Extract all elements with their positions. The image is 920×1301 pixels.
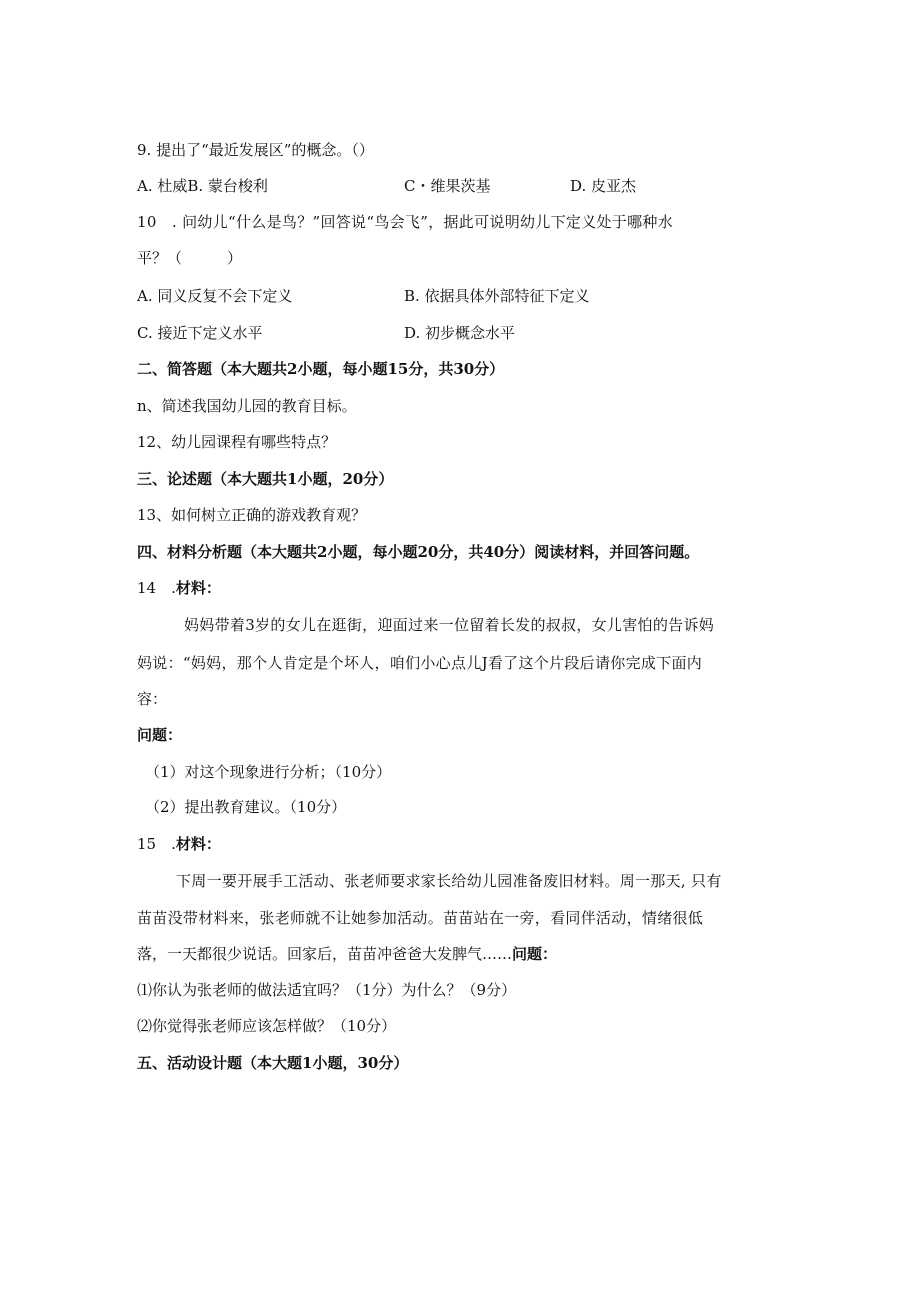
q14-sub-question-2: （2）提出教育建议。（10分）	[145, 798, 347, 816]
q15-material-line-2: 苗苗没带材料来，张老师就不让她参加活动。苗苗站在一旁，看同伴活动，情绪很低	[137, 909, 704, 927]
section-4-title: 四、材料分析题（本大题共2小题，每小题20分，共40分）阅读材料，并回答问题。	[137, 543, 700, 561]
q9-stem: 9. 提出了“最近发展区”的概念。（）	[137, 141, 374, 159]
q15-sub-question-1: ⑴你认为张老师的做法适宜吗？（1分）为什么？（9分）	[137, 981, 517, 999]
q15-question-label: 问题：	[512, 945, 558, 963]
q9-option-d: D. 皮亚杰	[570, 177, 637, 195]
q11-text: n、简述我国幼儿园的教育目标。	[137, 397, 357, 415]
section-2-title: 二、简答题（本大题共2小题，每小题15分，共30分）	[137, 360, 505, 378]
q10-option-d: D. 初步概念水平	[404, 324, 516, 342]
q10-option-c: C. 接近下定义水平	[137, 324, 263, 342]
q9-option-c: C・维果茨基	[404, 177, 491, 195]
q14-material-label: 材料：	[175, 579, 221, 597]
q14-sub-question-1: （1）对这个现象进行分析；（10分）	[145, 763, 392, 781]
q14-number: 14 .	[137, 579, 176, 597]
q14-material-line-3: 容：	[137, 690, 168, 708]
q10-option-b: B. 依据具体外部特征下定义	[404, 287, 590, 305]
section-5-title: 五、活动设计题（本大题1小题，30分）	[137, 1054, 409, 1072]
q14-question-label: 问题：	[137, 726, 183, 744]
q15-heading	[137, 834, 797, 854]
q15-sub-question-2: ⑵你觉得张老师应该怎样做？（10分）	[137, 1017, 397, 1035]
q9-option-ab: A. 杜威B. 蒙台梭利	[137, 177, 268, 195]
q15-material-line-3	[137, 944, 797, 964]
q10-stem-line-1: 10 . 问幼儿“什么是鸟？”回答说“鸟会飞”，据此可说明幼儿下定义处于哪种水	[137, 213, 673, 231]
q15-material-text: 落，一天都很少说话。回家后，苗苗冲爸爸大发脾气……	[137, 945, 513, 963]
q12-text: 12、幼儿园课程有哪些特点？	[137, 433, 337, 451]
q14-material-line-2: 妈说：“妈妈，那个人肯定是个坏人，咱们小心点儿J看了这个片段后请你完成下面内	[137, 654, 703, 672]
q10-stem-line-2: 平？（ ）	[137, 249, 243, 267]
q15-material-label: 材料：	[175, 835, 221, 853]
q14-material-line-1: 妈妈带着3岁的女儿在逛街，迎面过来一位留着长发的叔叔，女儿害怕的告诉妈	[184, 616, 715, 634]
q15-number: 15 .	[137, 835, 176, 853]
q13-text: 13、如何树立正确的游戏教育观？	[137, 506, 367, 524]
q15-material-line-1: 下周一要开展手工活动、张老师要求家长给幼儿园准备废旧材料。周一那天, 只有	[176, 872, 722, 890]
section-3-title: 三、论述题（本大题共1小题，20分）	[137, 470, 394, 488]
q10-option-a: A. 同义反复不会下定义	[137, 287, 293, 305]
q14-heading	[137, 578, 797, 598]
